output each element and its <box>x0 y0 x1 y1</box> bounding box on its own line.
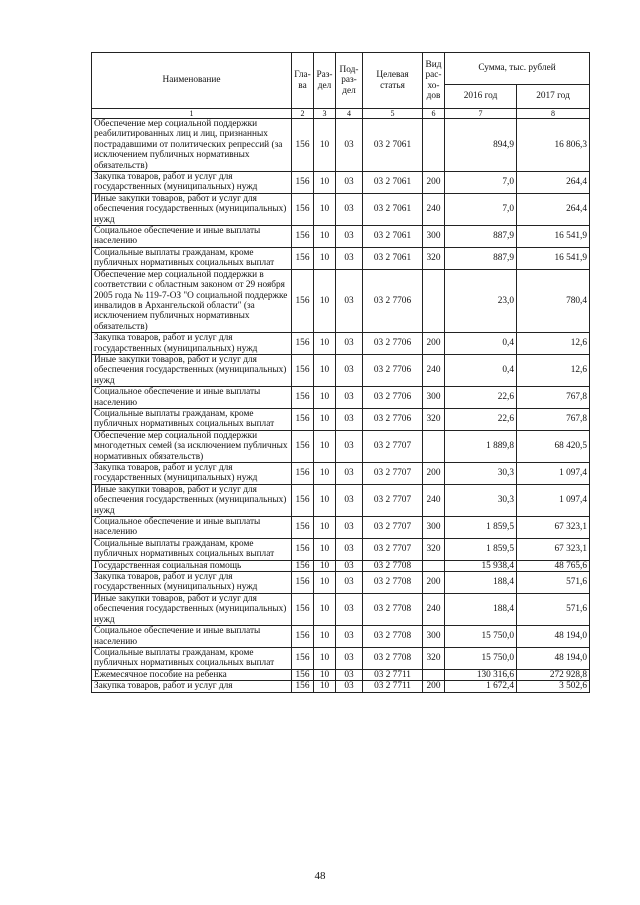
row-glava: 156 <box>292 269 314 332</box>
row-statya: 03 2 7708 <box>363 626 423 648</box>
row-sum-2016: 22,6 <box>445 387 517 409</box>
row-razdel: 10 <box>314 408 336 430</box>
column-number: 6 <box>423 109 445 119</box>
row-razdel: 10 <box>314 593 336 625</box>
row-sum-2017: 16 541,9 <box>517 247 590 269</box>
row-razdel: 10 <box>314 626 336 648</box>
row-podrazdel: 03 <box>336 572 363 594</box>
table-row <box>92 226 590 248</box>
row-vid <box>423 269 445 332</box>
row-podrazdel: 03 <box>336 484 363 516</box>
row-sum-2017: 12,6 <box>517 333 590 355</box>
row-sum-2017: 48 765,6 <box>517 560 590 571</box>
row-podrazdel: 03 <box>336 463 363 485</box>
row-sum-2017: 3 502,6 <box>517 681 590 692</box>
row-podrazdel: 03 <box>336 538 363 560</box>
table-row <box>92 517 590 539</box>
row-sum-2016: 0,4 <box>445 333 517 355</box>
row-sum-2017: 264,4 <box>517 172 590 194</box>
header-razdel: Раз- дел <box>314 53 336 109</box>
row-sum-2017: 571,6 <box>517 572 590 594</box>
row-vid: 200 <box>423 463 445 485</box>
row-sum-2016: 1 672,4 <box>445 681 517 692</box>
row-vid: 200 <box>423 333 445 355</box>
row-sum-2017: 1 097,4 <box>517 484 590 516</box>
header-2017: 2017 год <box>517 85 590 109</box>
row-glava: 156 <box>292 119 314 172</box>
row-statya: 03 2 7707 <box>363 517 423 539</box>
row-podrazdel: 03 <box>336 193 363 225</box>
row-vid: 300 <box>423 387 445 409</box>
row-vid <box>423 430 445 462</box>
row-glava: 156 <box>292 408 314 430</box>
row-glava: 156 <box>292 572 314 594</box>
row-statya: 03 2 7706 <box>363 408 423 430</box>
row-name: Социальные выплаты гражданам, кроме публичных нормативных социальных выплат <box>92 408 292 430</box>
row-sum-2017: 48 194,0 <box>517 647 590 669</box>
row-podrazdel: 03 <box>336 560 363 571</box>
table-row <box>92 172 590 194</box>
row-name: Социальные выплаты гражданам, кроме публичных нормативных социальных выплат <box>92 647 292 669</box>
header-2016: 2016 год <box>445 85 517 109</box>
row-razdel: 10 <box>314 484 336 516</box>
row-podrazdel: 03 <box>336 517 363 539</box>
row-podrazdel: 03 <box>336 269 363 332</box>
row-sum-2017: 264,4 <box>517 193 590 225</box>
row-name: Закупка товаров, работ и услуг для государственных (муниципальных) нужд <box>92 463 292 485</box>
header-name: Наименование <box>92 53 292 109</box>
row-razdel: 10 <box>314 269 336 332</box>
row-razdel: 10 <box>314 247 336 269</box>
row-razdel: 10 <box>314 647 336 669</box>
row-name: Обеспечение мер социальной поддержки в соответствии с областным законом от 29 ноября 2005 года № 119-7-ОЗ "О социальной поддержке инвалидов в Архангельской области" (за исключением публичных нормативных обязательств) <box>92 269 292 332</box>
row-statya: 03 2 7061 <box>363 247 423 269</box>
row-vid: 320 <box>423 538 445 560</box>
column-number: 3 <box>314 109 336 119</box>
row-sum-2016: 887,9 <box>445 226 517 248</box>
row-glava: 156 <box>292 669 314 680</box>
row-podrazdel: 03 <box>336 387 363 409</box>
table-row <box>92 408 590 430</box>
row-vid: 200 <box>423 681 445 692</box>
table-row <box>92 463 590 485</box>
column-number: 7 <box>445 109 517 119</box>
table-row <box>92 333 590 355</box>
row-statya: 03 2 7707 <box>363 484 423 516</box>
row-sum-2016: 887,9 <box>445 247 517 269</box>
row-podrazdel: 03 <box>336 333 363 355</box>
table-row <box>92 669 590 680</box>
row-glava: 156 <box>292 538 314 560</box>
row-sum-2017: 571,6 <box>517 593 590 625</box>
row-statya: 03 2 7706 <box>363 269 423 332</box>
row-sum-2017: 67 323,1 <box>517 538 590 560</box>
row-sum-2016: 130 316,6 <box>445 669 517 680</box>
row-name: Иные закупки товаров, работ и услуг для обеспечения государственных (муниципальных) нужд <box>92 484 292 516</box>
table-row <box>92 647 590 669</box>
row-statya: 03 2 7708 <box>363 572 423 594</box>
row-statya: 03 2 7706 <box>363 387 423 409</box>
row-vid: 200 <box>423 572 445 594</box>
row-sum-2017: 12,6 <box>517 354 590 386</box>
row-sum-2016: 1 889,8 <box>445 430 517 462</box>
row-sum-2017: 1 097,4 <box>517 463 590 485</box>
row-statya: 03 2 7708 <box>363 560 423 571</box>
row-sum-2016: 15 750,0 <box>445 647 517 669</box>
row-sum-2017: 767,8 <box>517 387 590 409</box>
row-glava: 156 <box>292 193 314 225</box>
row-razdel: 10 <box>314 538 336 560</box>
row-glava: 156 <box>292 484 314 516</box>
row-vid: 300 <box>423 226 445 248</box>
row-glava: 156 <box>292 172 314 194</box>
page-number: 48 <box>314 870 326 882</box>
table-row <box>92 387 590 409</box>
row-sum-2017: 16 806,3 <box>517 119 590 172</box>
row-vid: 300 <box>423 626 445 648</box>
row-sum-2016: 23,0 <box>445 269 517 332</box>
row-glava: 156 <box>292 387 314 409</box>
row-razdel: 10 <box>314 193 336 225</box>
row-glava: 156 <box>292 430 314 462</box>
row-sum-2016: 30,3 <box>445 463 517 485</box>
row-razdel: 10 <box>314 226 336 248</box>
row-glava: 156 <box>292 333 314 355</box>
row-sum-2017: 780,4 <box>517 269 590 332</box>
row-glava: 156 <box>292 593 314 625</box>
table-row <box>92 269 590 332</box>
row-razdel: 10 <box>314 681 336 692</box>
column-number: 5 <box>363 109 423 119</box>
row-statya: 03 2 7061 <box>363 172 423 194</box>
table-row <box>92 593 590 625</box>
row-razdel: 10 <box>314 463 336 485</box>
row-podrazdel: 03 <box>336 172 363 194</box>
row-razdel: 10 <box>314 119 336 172</box>
table-row <box>92 354 590 386</box>
table-row <box>92 572 590 594</box>
row-name: Ежемесячное пособие на ребенка <box>92 669 292 680</box>
row-sum-2016: 894,9 <box>445 119 517 172</box>
header-glava: Гла- ва <box>292 53 314 109</box>
table-row <box>92 681 590 692</box>
row-vid: 200 <box>423 172 445 194</box>
row-glava: 156 <box>292 463 314 485</box>
row-podrazdel: 03 <box>336 226 363 248</box>
row-vid: 300 <box>423 517 445 539</box>
row-name: Обеспечение мер социальной поддержки реабилитированных лиц и лиц, признанных пострадавшими от политических репрессий (за исключением публичных нормативных обязательств) <box>92 119 292 172</box>
row-statya: 03 2 7708 <box>363 647 423 669</box>
row-sum-2017: 68 420,5 <box>517 430 590 462</box>
header-summa: Сумма, тыс. рублей <box>445 53 590 85</box>
row-sum-2016: 15 938,4 <box>445 560 517 571</box>
row-statya: 03 2 7711 <box>363 681 423 692</box>
row-vid: 320 <box>423 647 445 669</box>
row-podrazdel: 03 <box>336 593 363 625</box>
column-number: 8 <box>517 109 590 119</box>
row-name: Иные закупки товаров, работ и услуг для обеспечения государственных (муниципальных) нужд <box>92 193 292 225</box>
table-row <box>92 484 590 516</box>
header-statya: Целевая статья <box>363 53 423 109</box>
table-row <box>92 247 590 269</box>
row-name: Закупка товаров, работ и услуг для государственных (муниципальных) нужд <box>92 572 292 594</box>
column-number: 4 <box>336 109 363 119</box>
row-statya: 03 2 7708 <box>363 593 423 625</box>
header-podrazdel: Под- раз- дел <box>336 53 363 109</box>
table-row <box>92 560 590 571</box>
row-razdel: 10 <box>314 333 336 355</box>
row-podrazdel: 03 <box>336 354 363 386</box>
column-number: 2 <box>292 109 314 119</box>
row-vid <box>423 669 445 680</box>
row-name: Социальное обеспечение и иные выплаты населению <box>92 517 292 539</box>
row-statya: 03 2 7061 <box>363 119 423 172</box>
row-sum-2017: 16 541,9 <box>517 226 590 248</box>
row-statya: 03 2 7706 <box>363 354 423 386</box>
row-statya: 03 2 7706 <box>363 333 423 355</box>
row-vid <box>423 119 445 172</box>
table-body <box>92 119 590 693</box>
row-sum-2016: 188,4 <box>445 572 517 594</box>
row-sum-2016: 1 859,5 <box>445 538 517 560</box>
row-podrazdel: 03 <box>336 681 363 692</box>
row-name: Социальное обеспечение и иные выплаты населению <box>92 626 292 648</box>
row-vid: 320 <box>423 247 445 269</box>
row-name: Социальное обеспечение и иные выплаты населению <box>92 226 292 248</box>
row-sum-2017: 272 928,8 <box>517 669 590 680</box>
row-podrazdel: 03 <box>336 647 363 669</box>
row-sum-2016: 7,0 <box>445 172 517 194</box>
row-glava: 156 <box>292 626 314 648</box>
row-name: Иные закупки товаров, работ и услуг для обеспечения государственных (муниципальных) нужд <box>92 354 292 386</box>
row-sum-2016: 22,6 <box>445 408 517 430</box>
row-vid: 240 <box>423 354 445 386</box>
row-sum-2016: 30,3 <box>445 484 517 516</box>
budget-table <box>91 52 590 693</box>
table-row <box>92 430 590 462</box>
row-vid: 240 <box>423 593 445 625</box>
row-podrazdel: 03 <box>336 408 363 430</box>
row-name: Закупка товаров, работ и услуг для государственных (муниципальных) нужд <box>92 172 292 194</box>
row-sum-2016: 0,4 <box>445 354 517 386</box>
row-statya: 03 2 7707 <box>363 538 423 560</box>
row-glava: 156 <box>292 517 314 539</box>
row-vid: 320 <box>423 408 445 430</box>
row-podrazdel: 03 <box>336 669 363 680</box>
row-sum-2016: 1 859,5 <box>445 517 517 539</box>
row-podrazdel: 03 <box>336 430 363 462</box>
row-sum-2017: 767,8 <box>517 408 590 430</box>
row-podrazdel: 03 <box>336 626 363 648</box>
row-razdel: 10 <box>314 560 336 571</box>
row-statya: 03 2 7061 <box>363 193 423 225</box>
row-razdel: 10 <box>314 430 336 462</box>
row-razdel: 10 <box>314 669 336 680</box>
row-statya: 03 2 7707 <box>363 463 423 485</box>
row-podrazdel: 03 <box>336 119 363 172</box>
row-sum-2016: 7,0 <box>445 193 517 225</box>
row-statya: 03 2 7707 <box>363 430 423 462</box>
row-sum-2017: 48 194,0 <box>517 626 590 648</box>
row-name: Социальное обеспечение и иные выплаты населению <box>92 387 292 409</box>
row-sum-2016: 188,4 <box>445 593 517 625</box>
row-podrazdel: 03 <box>336 247 363 269</box>
column-number: 1 <box>92 109 292 119</box>
row-razdel: 10 <box>314 517 336 539</box>
row-name: Обеспечение мер социальной поддержки многодетных семей (за исключением публичных нормативных обязательств) <box>92 430 292 462</box>
row-glava: 156 <box>292 560 314 571</box>
row-name: Государственная социальная помощь <box>92 560 292 571</box>
row-sum-2016: 15 750,0 <box>445 626 517 648</box>
column-numbers-row <box>92 109 590 119</box>
row-sum-2017: 67 323,1 <box>517 517 590 539</box>
header-vid: Вид рас- хо- дов <box>423 53 445 109</box>
table-row <box>92 193 590 225</box>
row-name: Социальные выплаты гражданам, кроме публичных нормативных социальных выплат <box>92 247 292 269</box>
row-glava: 156 <box>292 354 314 386</box>
row-name: Иные закупки товаров, работ и услуг для обеспечения государственных (муниципальных) нужд <box>92 593 292 625</box>
row-statya: 03 2 7061 <box>363 226 423 248</box>
row-vid: 240 <box>423 484 445 516</box>
row-statya: 03 2 7711 <box>363 669 423 680</box>
row-name: Социальные выплаты гражданам, кроме публичных нормативных социальных выплат <box>92 538 292 560</box>
row-glava: 156 <box>292 681 314 692</box>
row-glava: 156 <box>292 226 314 248</box>
table-row <box>92 119 590 172</box>
row-razdel: 10 <box>314 387 336 409</box>
row-name: Закупка товаров, работ и услуг для <box>92 681 292 692</box>
row-vid <box>423 560 445 571</box>
row-glava: 156 <box>292 647 314 669</box>
table-row <box>92 538 590 560</box>
row-glava: 156 <box>292 247 314 269</box>
row-razdel: 10 <box>314 354 336 386</box>
row-razdel: 10 <box>314 172 336 194</box>
table-row <box>92 626 590 648</box>
row-razdel: 10 <box>314 572 336 594</box>
row-vid: 240 <box>423 193 445 225</box>
row-name: Закупка товаров, работ и услуг для государственных (муниципальных) нужд <box>92 333 292 355</box>
